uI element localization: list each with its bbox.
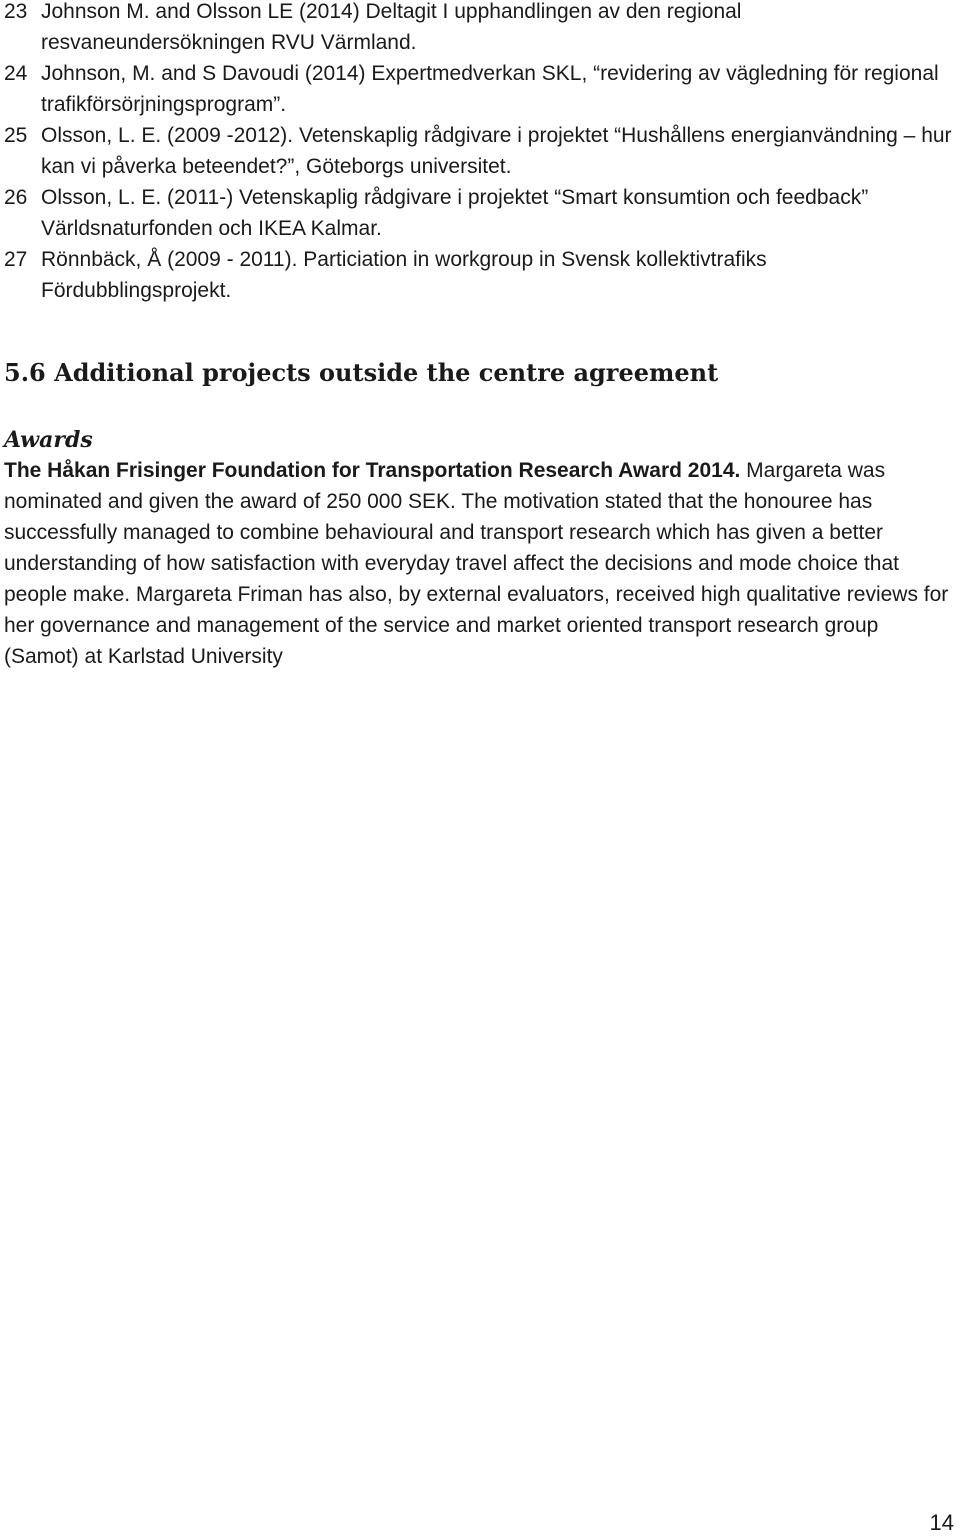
reference-item [4, 244, 954, 306]
reference-item [4, 0, 954, 58]
reference-number: 23 [4, 0, 28, 23]
award-title: The Håkan Frisinger Foundation for Transportation Research Award 2014. [4, 459, 741, 482]
reference-item [4, 182, 954, 244]
reference-text: Olsson, L. E. (2011-) Vetenskaplig rådgivare i projektet “Smart konsumtion och feedback” Världsnaturfonden och IKEA Kalmar. [41, 186, 869, 240]
reference-text: Olsson, L. E. (2009 -2012). Vetenskaplig rådgivare i projektet “Hushållens energianvändning – hur kan vi påverka beteendet?”, Göteborgs universitet. [41, 124, 952, 178]
reference-number: 25 [4, 124, 28, 147]
reference-item [4, 120, 954, 182]
reference-text: Johnson, M. and S Davoudi (2014) Expertmedverkan SKL, “revidering av vägledning för regional trafikförsörjningsprogram”. [41, 62, 939, 116]
reference-number: 27 [4, 248, 28, 271]
section-heading: 5.6 Additional projects outside the centre agreement [4, 358, 719, 387]
reference-number: 26 [4, 186, 28, 209]
award-description: Margareta was nominated and given the award of 250 000 SEK. The motivation stated that the honouree has successfully managed to combine behavioural and transport research which has given a better understanding of how satisfaction with everyday travel affect the decisions and mode choice that people make. Margareta Friman has also, by external evaluators, received high qualitative reviews for her governance and management of the service and market oriented transport research group (Samot) at Karlstad University [4, 459, 949, 668]
award-paragraph [4, 455, 954, 672]
reference-list [4, 0, 954, 306]
awards-subheading: Awards [4, 427, 93, 453]
reference-number: 24 [4, 62, 28, 85]
reference-text: Johnson M. and Olsson LE (2014) Deltagit I upphandlingen av den regional resvaneundersökningen RVU Värmland. [41, 0, 742, 54]
reference-text: Rönnbäck, Å (2009 - 2011). Particiation in workgroup in Svensk kollektivtrafiks Fördubblingsprojekt. [41, 248, 767, 302]
reference-item [4, 58, 954, 120]
page-number: 14 [929, 1510, 954, 1535]
